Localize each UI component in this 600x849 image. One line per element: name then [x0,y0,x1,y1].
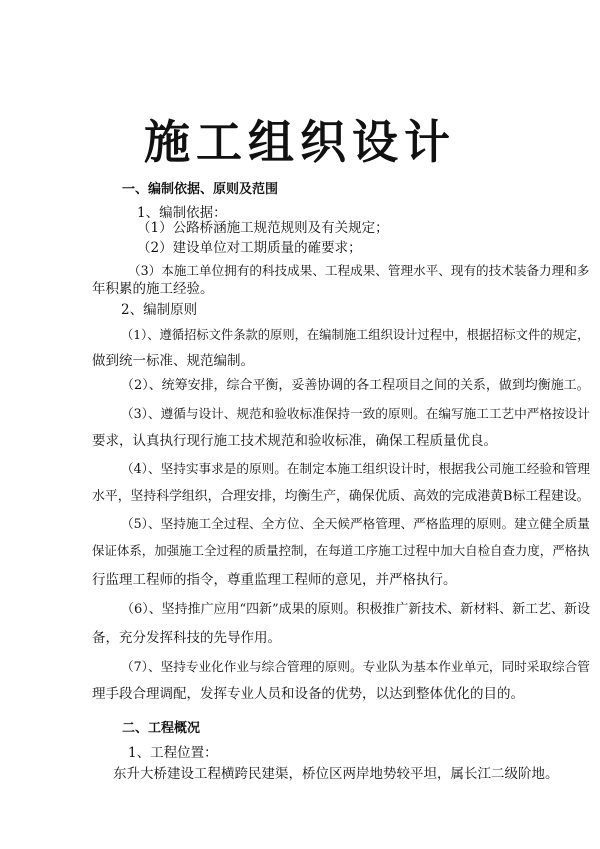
subsection-heading: 1、编制依据： [137,205,227,221]
paragraph-line: 行监理工程师的指令，尊重监理工程师的意见，并严格执行。 [92,572,457,588]
subsection-heading: 1、工程位置： [128,745,218,761]
list-item: （2）建设单位对工期质量的確要求； [137,240,362,256]
paragraph-line: （5）、坚持施工全过程、全方位、全天候严格管理、严格监理的原则。建立健全质量 [121,516,590,531]
paragraph-line: 做到统一标准、规范编制。 [92,353,254,369]
paragraph-line: 保证体系，加强施工全过程的质量控制，在每道工序施工过程中加大自检自查力度，严格执 [92,543,590,558]
paragraph-line: 备，充分发挥科技的先导作用。 [92,630,281,646]
paragraph-line: （1）、遵循招标文件条款的原则，在编制施工组织设计过程中，根据招标文件的规定， [121,328,590,342]
list-item: （1）公路桥涵施工规范规则及有关规定； [137,220,389,236]
paragraph-line: 东升大桥建设工程横跨民建渠，桥位区两岸地势较平坦，属长江二级阶地。 [113,766,559,782]
section-heading: 二、工程概况 [122,721,201,736]
paragraph-line: （7）、坚持专业化作业与综合管理的原则。专业队为基本作业单元，同时采取综合管 [121,659,590,674]
paragraph-line: （2）、统筹安排，综合平衡，妥善协调的各工程项目之间的关系，做到均衡施工。 [121,378,590,393]
paragraph-line: 年积累的施工经验。 [92,281,214,297]
paragraph-line: 要求，认真执行现行施工技术规范和验收标准，确保工程质量优良。 [92,433,497,449]
paragraph-line: （3）、遵循与设计、规范和验收标准保持一致的原则。在编写施工工艺中严格按设计 [121,406,590,421]
list-item: （3）本施工单位拥有的科技成果、工程成果、管理水平、现有的技术装备力理和多 [128,263,590,278]
document-title: 施工组织设计 [144,115,456,169]
section-heading: 一、编制依据、原则及范围 [122,182,279,197]
paragraph-line: 水平，坚持科学组织，合理安排，均衡生产，确保优质、高效的完成港黄B标工程建设。 [92,489,590,504]
paragraph-line: （4）、坚持实事求是的原则。在制定本施工组织设计时，根据我公司施工经验和管理 [121,461,590,476]
subsection-heading: 2、编制原则 [121,302,198,318]
paragraph-line: （6）、坚持推广应用“四新”成果的原则。积极推广新技术、新材料、新工艺、新设 [121,602,590,617]
paragraph-line: 理手段合理调配，发挥专业人员和设备的优势，以达到整体优化的目的。 [92,686,524,702]
